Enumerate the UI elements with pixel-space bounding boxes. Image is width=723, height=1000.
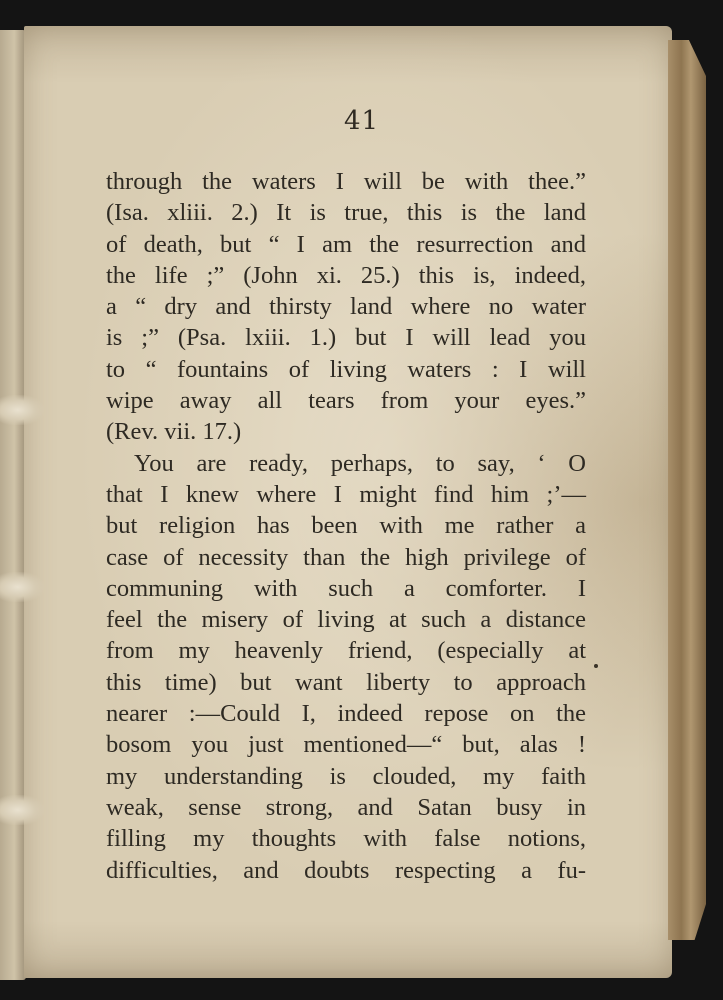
page-number: 41 [343, 106, 380, 136]
binding-stitch-hole [0, 395, 44, 425]
page-fore-edge [668, 40, 706, 940]
text-line: weak, sense strong, and Satan busy in [106, 793, 586, 821]
text-line: but religion has been with me rather a [106, 512, 586, 540]
text-line: that I knew where I might find him ;’— [106, 480, 586, 508]
text-line: bosom you just mentioned—“ but, alas ! [106, 731, 586, 759]
text-line: a “ dry and thirsty land where no water [106, 293, 586, 321]
text-line: (Isa. xliii. 2.) It is true, this is the land [106, 199, 586, 227]
text-line: nearer :—Could I, indeed repose on the [106, 700, 586, 728]
text-line: difficulties, and doubts respecting a fu- [106, 856, 586, 884]
ink-speck [594, 664, 598, 668]
text-line: case of necessity than the high privilege of [106, 543, 586, 571]
text-line: my understanding is clouded, my faith [106, 762, 586, 790]
text-line: communing with such a comforter. I [106, 574, 586, 602]
paragraph-first-line: You are ready, perhaps, to say, ‘ O [134, 449, 586, 477]
text-line: this time) but want liberty to approach [106, 668, 586, 696]
body-text [106, 166, 586, 886]
text-line: of death, but “ I am the resurrection and [106, 230, 586, 258]
text-line: the life ;” (John xi. 25.) this is, indeed, [106, 261, 586, 289]
binding-stitch-hole [0, 572, 44, 602]
previous-page-edge [0, 30, 26, 980]
text-line: from my heavenly friend, (especially at [106, 637, 586, 665]
text-line: (Rev. vii. 17.) [106, 418, 242, 446]
binding-stitch-hole [0, 795, 44, 825]
text-line: feel the misery of living at such a distance [106, 606, 586, 634]
text-line: through the waters I will be with thee.” [106, 168, 586, 195]
text-line: wipe away all tears from your eyes.” [106, 387, 586, 415]
text-line: filling my thoughts with false notions, [106, 825, 586, 853]
text-line: to “ fountains of living waters : I will [106, 355, 586, 383]
text-line: is ;” (Psa. lxiii. 1.) but I will lead you [106, 324, 586, 352]
